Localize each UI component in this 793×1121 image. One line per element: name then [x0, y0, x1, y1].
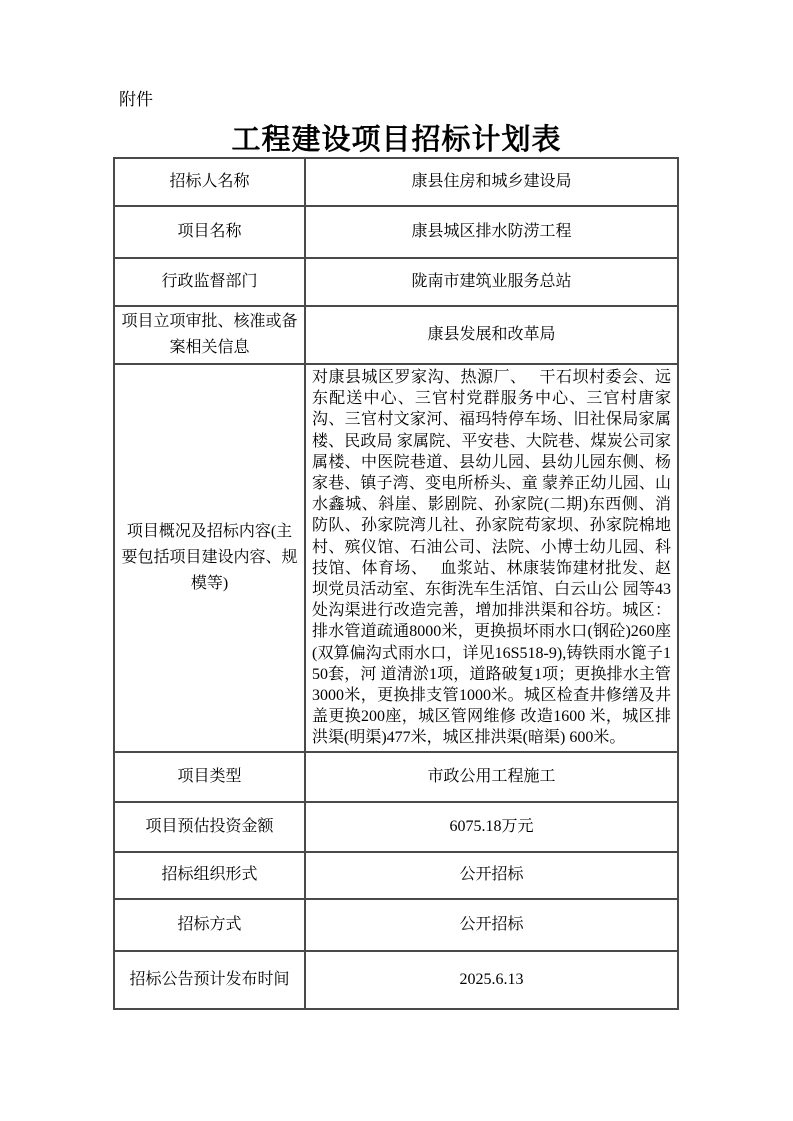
- page-title: 工程建设项目招标计划表: [231, 124, 562, 156]
- row-bidder-name: [114, 158, 678, 206]
- row-value: 康县发展和改革局: [305, 306, 678, 364]
- row-value-project-overview: 对康县城区罗家沟、热源厂、 干石坝村委会、远东配送中心、三官村党群服务中心、三官村唐家沟、三官村文家河、福玛特停车场、旧社保局家属楼、民政局 家属院、平安巷、大院巷、煤炭公司家属楼、中医院巷道、县幼儿园、县幼儿园东侧、杨家巷、镇子湾、变电所桥头、童 蒙养正幼儿园、山水鑫城、斜崖、影剧院、孙家院(二期)东西侧、消防队、孙家院湾儿社、孙家院苟家坝、孙家院棉地村、殡仪馆、石油公司、法院、小博士幼儿园、科技馆、体育场、 血浆站、林康装饰建材批发、赵坝党员活动室、东街洗车生活馆、白云山公 园等43处沟渠进行改造完善，增加排洪渠和谷坊。城区：排水管道疏通8000米，更换损坏雨水口(钢砼)260座(双算偏沟式雨水口，详见16S518-9),铸铁雨水篦子150套，河 道清淤1项，道路破复1项；更换排水主管3000米，更换排支管1000米。城区检查井修缮及井盖更换200座，城区管网维修 改造1600 米，城区排洪渠(明渠)477米，城区排洪渠(暗渠) 600米。: [305, 364, 678, 752]
- row-label: 行政监督部门: [114, 258, 305, 306]
- row-project-type: [114, 752, 678, 802]
- row-value: 6075.18万元: [305, 802, 678, 852]
- row-value: 康县住房和城乡建设局: [305, 158, 678, 206]
- row-announcement-time: [114, 951, 678, 1009]
- row-label: 招标方式: [114, 899, 305, 951]
- row-estimated-investment: [114, 802, 678, 852]
- row-label: 招标公告预计发布时间: [114, 951, 305, 1009]
- row-label: 招标人名称: [114, 158, 305, 206]
- row-bidding-method: [114, 899, 678, 951]
- row-label: 项目预估投资金额: [114, 802, 305, 852]
- row-project-name: [114, 206, 678, 258]
- row-label: 项目概况及招标内容(主要包括项目建设内容、规模等): [114, 364, 305, 752]
- row-supervision-department: [114, 258, 678, 306]
- bidding-plan-table: [113, 157, 679, 1010]
- row-value: 公开招标: [305, 852, 678, 899]
- row-label: 项目类型: [114, 752, 305, 802]
- row-approval-info: [114, 306, 678, 364]
- row-value: 市政公用工程施工: [305, 752, 678, 802]
- row-organization-form: [114, 852, 678, 899]
- row-value: 公开招标: [305, 899, 678, 951]
- row-label: 项目立项审批、核准或备案相关信息: [114, 306, 305, 364]
- row-project-overview: [114, 364, 678, 752]
- row-label: 招标组织形式: [114, 852, 305, 899]
- row-label: 项目名称: [114, 206, 305, 258]
- attachment-label: 附件: [119, 90, 153, 109]
- row-value: 康县城区排水防涝工程: [305, 206, 678, 258]
- row-value: 2025.6.13: [305, 951, 678, 1009]
- row-value: 陇南市建筑业服务总站: [305, 258, 678, 306]
